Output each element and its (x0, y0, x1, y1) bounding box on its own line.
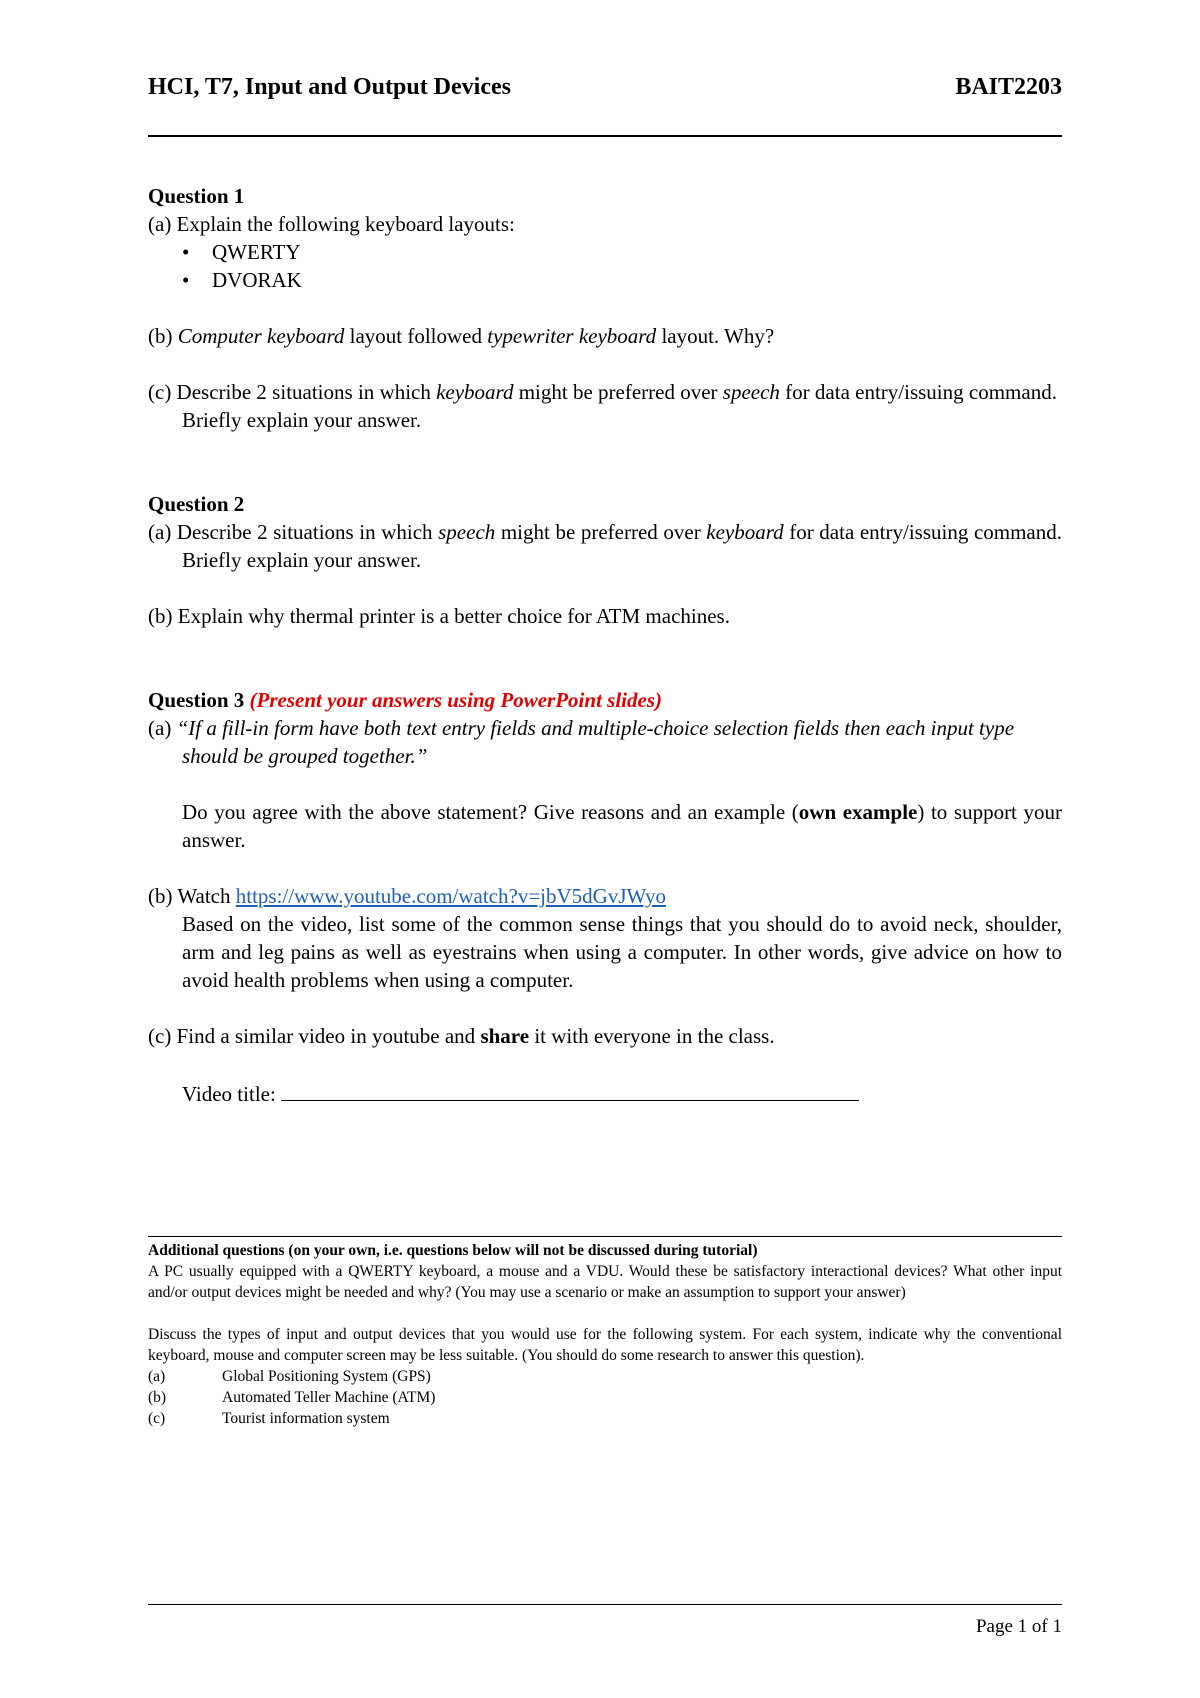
question-3-note: (Present your answers using PowerPoint slides) (249, 688, 662, 712)
video-title-blank[interactable] (281, 1078, 859, 1101)
question-1a: (a) Explain the following keyboard layouts: (148, 212, 515, 236)
question-1b: (b) Computer keyboard layout followed typewriter keyboard layout. Why? (148, 324, 775, 348)
page-header (148, 74, 1062, 101)
list-item: (b) Automated Teller Machine (ATM) (148, 1389, 436, 1406)
video-title-line: Video title: (148, 1078, 1062, 1108)
course-code: BAIT2203 (955, 74, 1062, 100)
additional-questions (148, 1240, 1062, 1429)
additional-paragraph-1: A PC usually equipped with a QWERTY keyboard, a mouse and a VDU. Would these be satisfactory interactional devices? What other input and/or output devices might be needed and why? (You may use a scenario or make an assumption to support your answer) (148, 1263, 1062, 1301)
question-1c: (c) Describe 2 situations in which keyboard might be preferred over speech for data entry/issuing command. Briefly explain your answer. (148, 380, 1057, 432)
question-2b: (b) Explain why thermal printer is a better choice for ATM machines. (148, 604, 730, 628)
keyboard-layout-list (148, 238, 1062, 294)
list-item: • QWERTY (182, 238, 1062, 266)
question-3a-task: Do you agree with the above statement? Give reasons and an example (own example) to support your answer. (182, 800, 1062, 852)
question-3b-text: Based on the video, list some of the common sense things that you should do to avoid neck, shoulder, arm and leg pains as well as eyestrains when using a computer. In other words, give advice on how to avoid health problems when using a computer. (182, 912, 1062, 992)
additional-rule (148, 1236, 1062, 1237)
page-number: Page 1 of 1 (975, 1616, 1062, 1637)
question-3-title: Question 3 (Present your answers using PowerPoint slides) (148, 688, 662, 712)
header-title: HCI, T7, Input and Output Devices (148, 74, 511, 100)
question-1-title: Question 1 (148, 184, 245, 208)
list-item: (a) Global Positioning System (GPS) (148, 1368, 431, 1385)
footer-rule (148, 1604, 1062, 1605)
youtube-link[interactable]: https://www.youtube.com/watch?v=jbV5dGvJWyo (235, 884, 667, 908)
list-item: • DVORAK (182, 266, 1062, 294)
question-2a: (a) Describe 2 situations in which speech might be preferred over keyboard for data entry/issuing command. Briefly explain your answer. (148, 520, 1063, 572)
list-item: (c) Tourist information system (148, 1410, 390, 1427)
additional-title: Additional questions (on your own, i.e. questions below will not be discussed during tutorial) (148, 1242, 758, 1259)
question-2-title: Question 2 (148, 492, 245, 516)
main-content (148, 182, 1062, 1108)
question-3b: (b) Watch https://www.youtube.com/watch?v=jbV5dGvJWyo (148, 884, 667, 908)
header-rule (148, 135, 1062, 137)
question-3c: (c) Find a similar video in youtube and share it with everyone in the class. (148, 1024, 775, 1048)
question-3a-quote: (a) “If a fill-in form have both text entry fields and multiple-choice selection fields then each input type should be grouped together.” (148, 716, 1015, 768)
additional-paragraph-2: Discuss the types of input and output devices that you would use for the following system. For each system, indicate why the conventional keyboard, mouse and computer screen may be less suitable. (You should do some research to answer this question). (148, 1326, 1062, 1364)
